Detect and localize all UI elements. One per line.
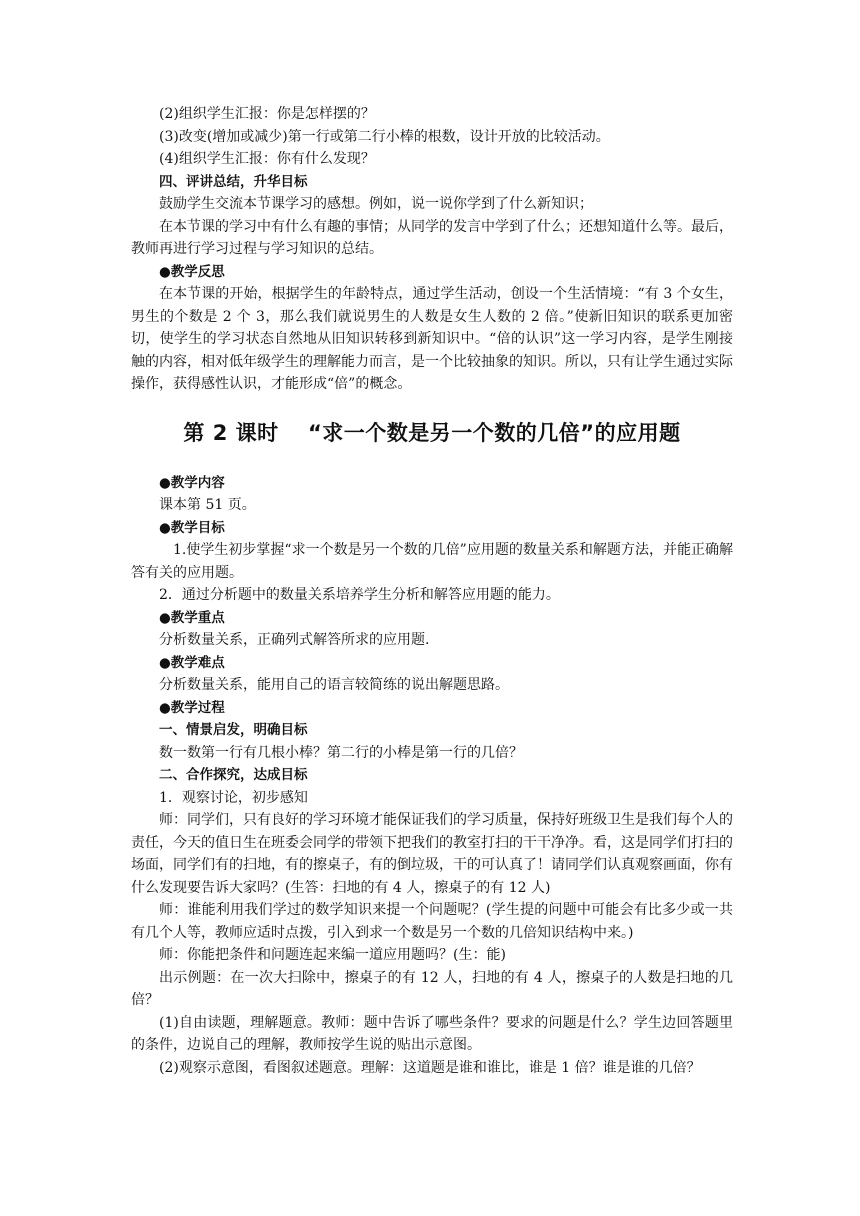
lesson-title: 第 2 课时 “求一个数是另一个数的几倍”的应用题 <box>183 420 681 445</box>
paragraph: 课本第 51 页。 <box>159 497 256 513</box>
section-heading-summary: 四、评讲总结，升华目标 <box>159 173 308 190</box>
paragraph: (2)观察示意图，看图叙述题意。理解：这道题是谁和谁比，谁是 1 倍？谁是谁的几倍？ <box>159 1059 701 1076</box>
paragraph: (4)组织学生汇报：你有什么发现？ <box>159 151 375 167</box>
paragraph: 鼓励学生交流本节课学习的感想。例如，说一说你学到了什么新知识； <box>159 196 593 212</box>
paragraph: 师：谁能利用我们学过的数学知识来提一个问题呢？(学生提的问题中可能会有比多少或一共有几个人等，教师应适时点拨，引入到求一个数是另一个数的几倍知识结构中来。) <box>131 902 733 941</box>
paragraph: 师：同学们，只有良好的学习环境才能保证我们的学习质量，保持好班级卫生是我们每个人的责任，今天的值日生在班委会同学的带领下把我们的教室打扫的干干净净。看，这是同学们打扫的场面，同学们有的扫地，有的擦桌子，有的倒垃圾，干的可认真了！请同学们认真观察画面，你有什么发现要告诉大家吗？(生答：扫地的有 4 人，擦桌子的有 12 人) <box>131 812 733 896</box>
step-heading-1: 一、情景启发，明确目标 <box>159 722 308 738</box>
paragraph: 出示例题：在一次大扫除中，擦桌子的有 12 人，扫地的有 4 人，擦桌子的人数是扫地的几倍？ <box>131 969 733 1008</box>
section-heading-reflection: ●教学反思 <box>159 263 225 280</box>
section-heading-key: ●教学重点 <box>159 609 225 626</box>
paragraph: 师：你能把条件和问题连起来编一道应用题吗？(生：能) <box>159 947 506 963</box>
paragraph: 在本节课的开始，根据学生的年龄特点，通过学生活动，创设一个生活情境：“有 3 个女生，男生的个数是 2 个 3，那么我们就说男生的人数是女生人数的 2 倍。”使新旧知识的联系更加密切，使学生的学习状态自然地从旧知识转移到新知识中。“倍的认识”这一学习内容，是学生刚接触的内容，相对低年级学生的理解能力而言，是一个比较抽象的知识。所以，只有让学生通过实际操作，获得感性认识，才能形成“倍”的概念。 <box>131 286 733 392</box>
document-page <box>131 103 733 1079</box>
section-heading-process: ●教学过程 <box>159 699 225 716</box>
paragraph: 在本节课的学习中有什么有趣的事情；从同学的发言中学到了什么；还想知道什么等。最后，教师再进行学习过程与学习知识的总结。 <box>131 218 733 257</box>
paragraph: 数一数第一行有几根小棒？第二行的小棒是第一行的几倍？ <box>159 744 523 761</box>
paragraph: 1．观察讨论，初步感知 <box>159 789 308 806</box>
paragraph: 分析数量关系，正确列式解答所求的应用题. <box>159 632 430 648</box>
section-heading-content: ●教学内容 <box>159 474 225 491</box>
paragraph: (2)组织学生汇报：你是怎样摆的？ <box>159 106 375 122</box>
section-heading-difficulty: ●教学难点 <box>159 654 225 671</box>
paragraph: 2．通过分析题中的数量关系培养学生分析和解答应用题的能力。 <box>159 587 560 603</box>
paragraph: 分析数量关系，能用自己的语言较简练的说出解题思路。 <box>159 677 509 693</box>
section-heading-goals: ●教学目标 <box>159 519 225 536</box>
paragraph: 1.使学生初步掌握“求一个数是另一个数的几倍”应用题的数量关系和解题方法，并能正确解答有关的应用题。 <box>131 542 733 581</box>
paragraph: (1)自由读题，理解题意。教师：题中告诉了哪些条件？要求的问题是什么？学生边回答题里的条件，边说自己的理解，教师按学生说的贴出示意图。 <box>131 1014 733 1053</box>
paragraph: (3)改变(增加或减少)第一行或第二行小棒的根数，设计开放的比较活动。 <box>159 128 610 145</box>
step-heading-2: 二、合作探究，达成目标 <box>159 767 308 783</box>
